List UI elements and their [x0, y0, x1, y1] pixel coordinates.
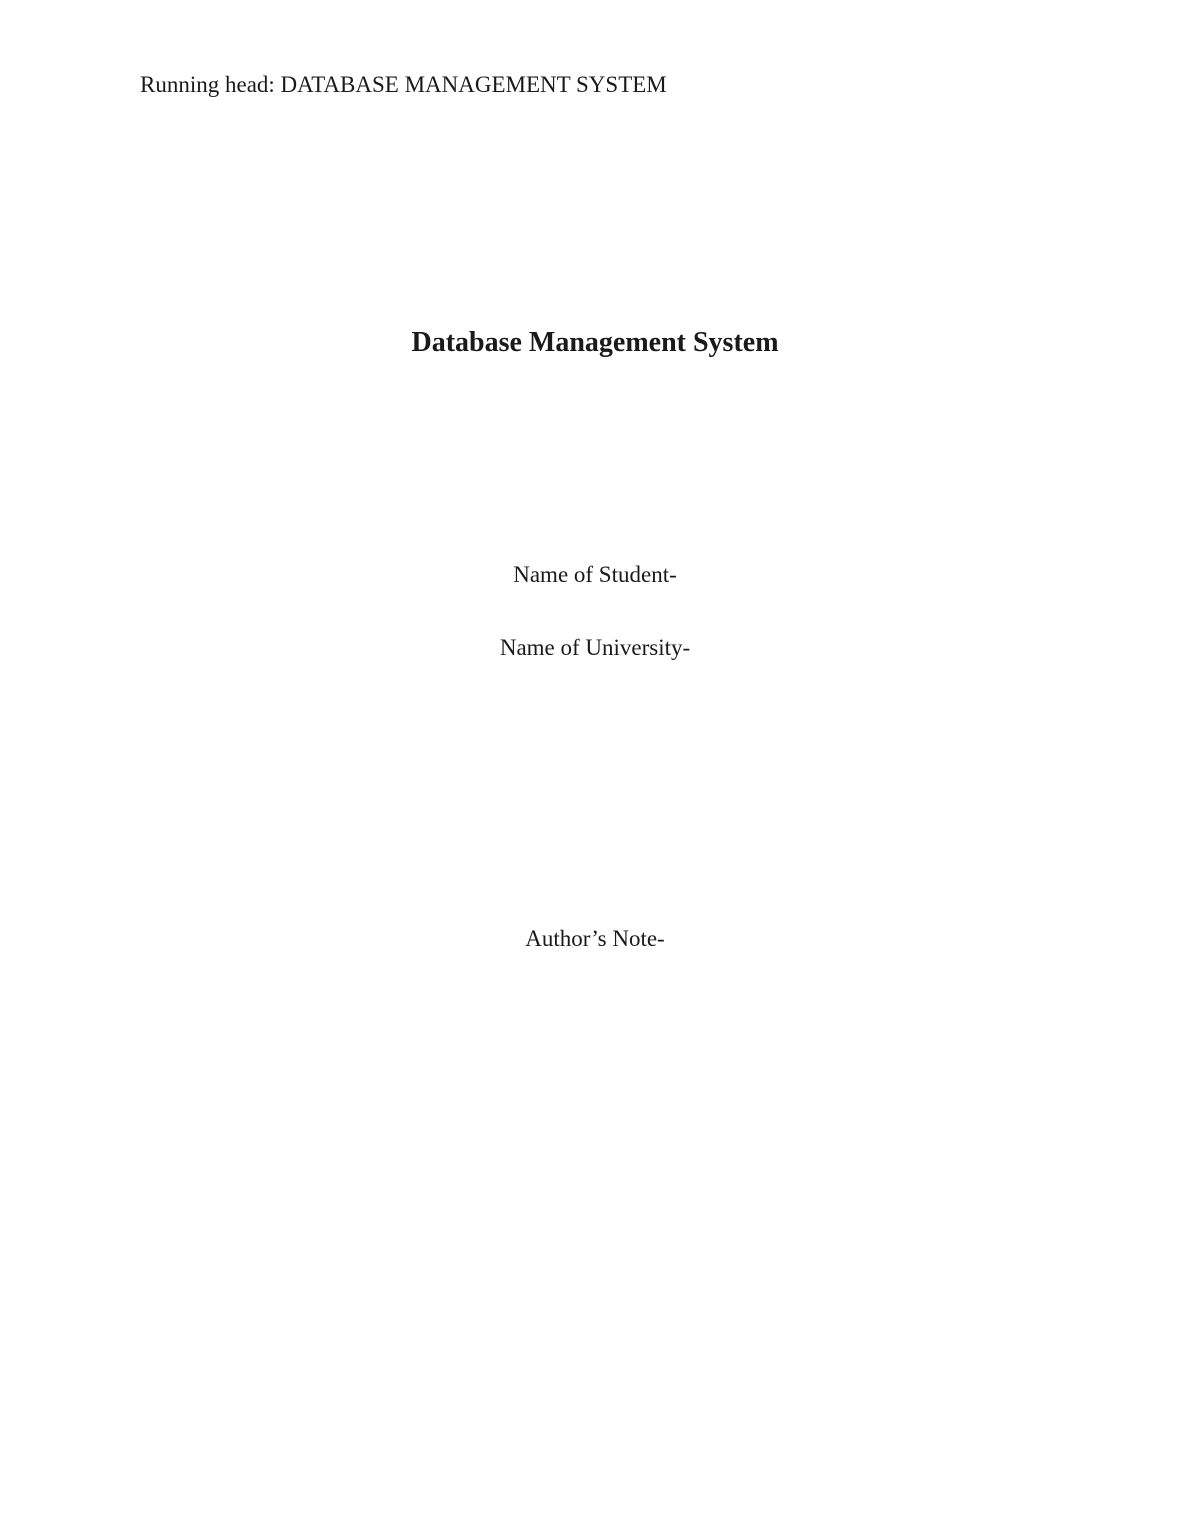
- student-name-line: Name of Student-: [513, 562, 677, 587]
- authors-note-line: Author’s Note-: [525, 926, 665, 951]
- document-title: Database Management System: [411, 327, 779, 358]
- university-name-line: Name of University-: [499, 635, 691, 660]
- running-head: Running head: DATABASE MANAGEMENT SYSTEM: [140, 72, 667, 97]
